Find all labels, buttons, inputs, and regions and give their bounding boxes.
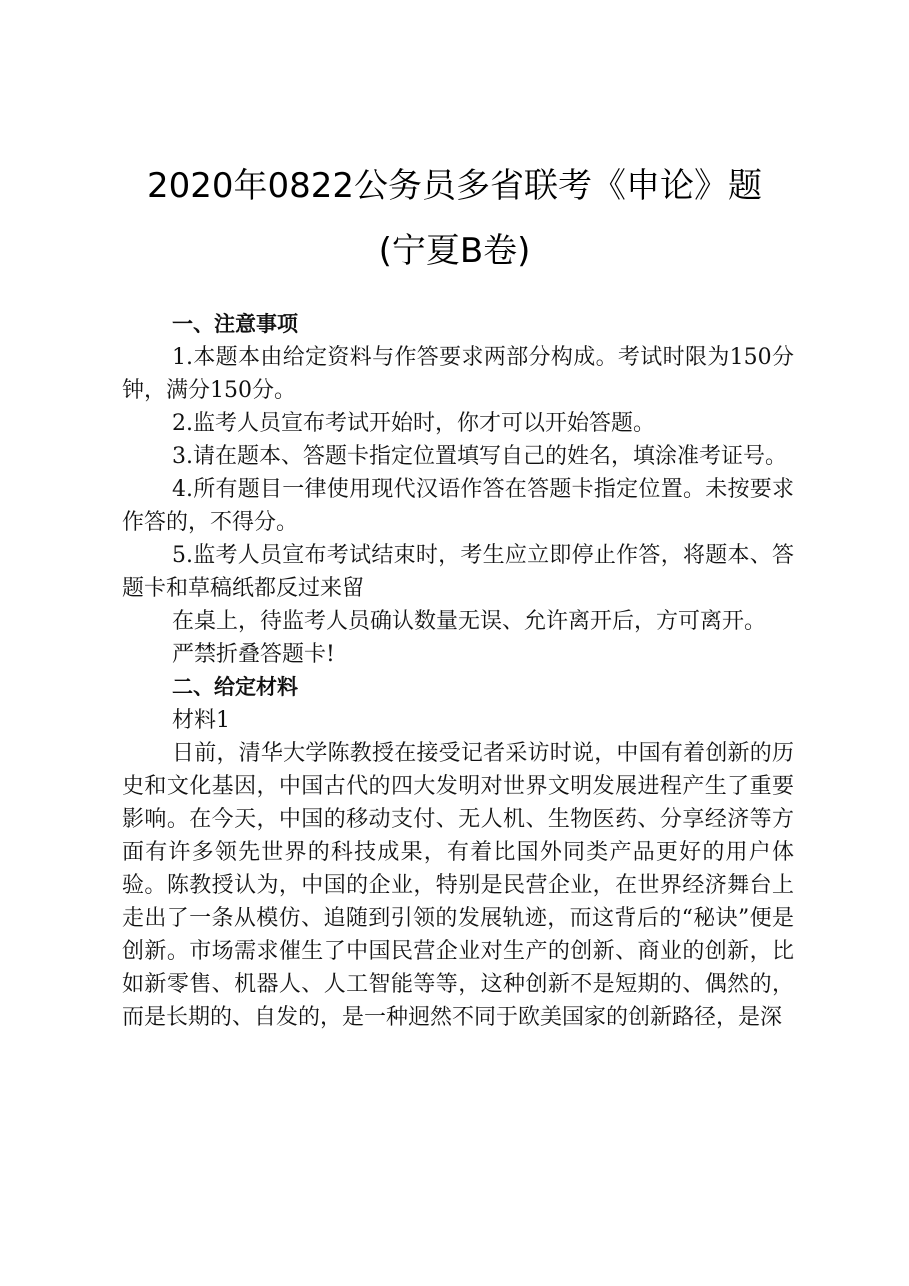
document-title: 2020年0822公务员多省联考《申论》题 [146, 166, 763, 206]
notice-item-4: 4.所有题目一律使用现代汉语作答在答题卡指定位置。未按要求作答的，不得分。 [122, 477, 794, 535]
notice-item-5: 5.监考人员宣布考试结束时，考生应立即停止作答，将题本、答题卡和草稿纸都反过来留 [122, 543, 794, 601]
material-paragraph: 日前，清华大学陈教授在接受记者采访时说，中国有着创新的历史和文化基因，中国古代的四大发明对世界文明发展进程产生了重要影响。在今天，中国的移动支付、无人机、生物医药、分享经济等方面有许多领先世界的科技成果，有着比国外同类产品更好的用户体验。陈教授认为，中国的企业，特别是民营企业，在世界经济舞台上走出了一条从模仿、追随到引领的发展轨迹，而这背后的“秘诀”便是创新。市场需求催生了中国民营企业对生产的创新、商业的创新，比如新零售、机器人、人工智能等等，这种创新不是短期的、偶然的，而是长期的、自发的，是一种迥然不同于欧美国家的创新路径，是深 [122, 741, 794, 1030]
notice-item-2: 2.监考人员宣布考试开始时，你才可以开始答题。 [172, 411, 655, 436]
notice-item-3: 3.请在题本、答题卡指定位置填写自己的姓名，填涂准考证号。 [172, 444, 787, 469]
notice-item-5-continued: 在桌上，待监考人员确认数量无误、允许离开后，方可离开。 [172, 609, 767, 634]
document-subtitle: (宁夏B卷) [378, 231, 531, 271]
material-label: 材料1 [172, 708, 230, 733]
document-body [122, 308, 794, 1034]
section-heading-materials: 二、给定材料 [172, 675, 298, 699]
notice-item-1: 1.本题本由给定资料与作答要求两部分构成。考试时限为150分钟，满分150分。 [122, 345, 794, 403]
section-heading-notice: 一、注意事项 [172, 312, 298, 336]
notice-warning: 严禁折叠答题卡! [172, 642, 335, 667]
